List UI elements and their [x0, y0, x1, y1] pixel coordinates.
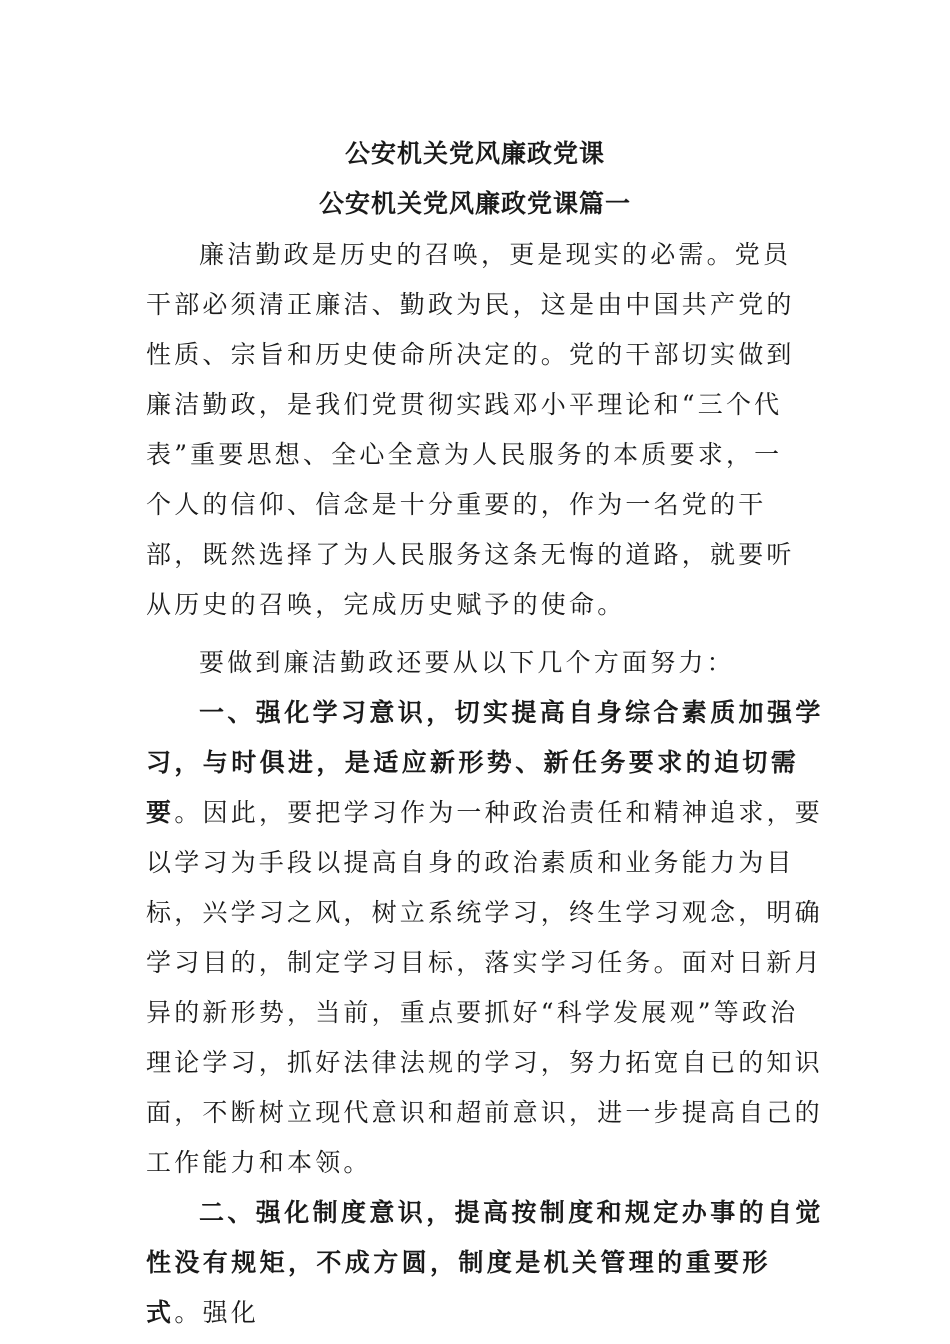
paragraph-4: [146, 1188, 826, 1338]
paragraph-4-text: 。强化: [174, 1298, 260, 1327]
document-body: [146, 230, 824, 1338]
paragraph-1-text: 廉洁勤政是历史的召唤，更是现实的必需。党员干部必须清正廉洁、勤政为民，这是由中国共产党的性质、宗旨和历史使命所决定的。党的干部切实做到廉洁勤政，是我们党贯彻实践邓小平理论和“三个代表”重要思想、全心全意为人民服务的本质要求，一个人的信仰、信念是十分重要的，作为一名党的干部，既然选择了为人民服务这条无悔的道路，就要听从历史的召唤，完成历史赋予的使命。: [146, 240, 795, 619]
paragraph-2: [146, 638, 796, 688]
paragraph-2-text: 要做到廉洁勤政还要从以下几个方面努力：: [199, 648, 735, 677]
document-subtitle: 公安机关党风廉政党课篇一: [318, 189, 631, 218]
paragraph-3-text: 。因此，要把学习作为一种政治责任和精神追求，要以学习为手段以提高自身的政治素质和业务能力为目标，兴学习之风，树立系统学习，终生学习观念，明确学习目的，制定学习目标，落实学习任务。面对日新月异的新形势，当前，重点要抓好“科学发展观”等政治理论学习，抓好法律法规的学习，努力拓宽自已的知识面，不断树立现代意识和超前意识，进一步提高自己的工作能力和本领。: [146, 798, 824, 1177]
paragraph-3: [146, 688, 826, 1188]
paragraph-1: [146, 230, 796, 630]
paragraph-3-heading: 一、强化学习意识，切实提高自身综合素质加强学习，与时俱进，是适应新形势、新任务要求的迫切需要: [146, 698, 824, 827]
document-title: 公安机关党风廉政党课: [344, 139, 605, 168]
paragraph-4-heading: 二、强化制度意识，提高按制度和规定办事的自觉性没有规矩，不成方圆，制度是机关管理的重要形式: [146, 1198, 824, 1327]
